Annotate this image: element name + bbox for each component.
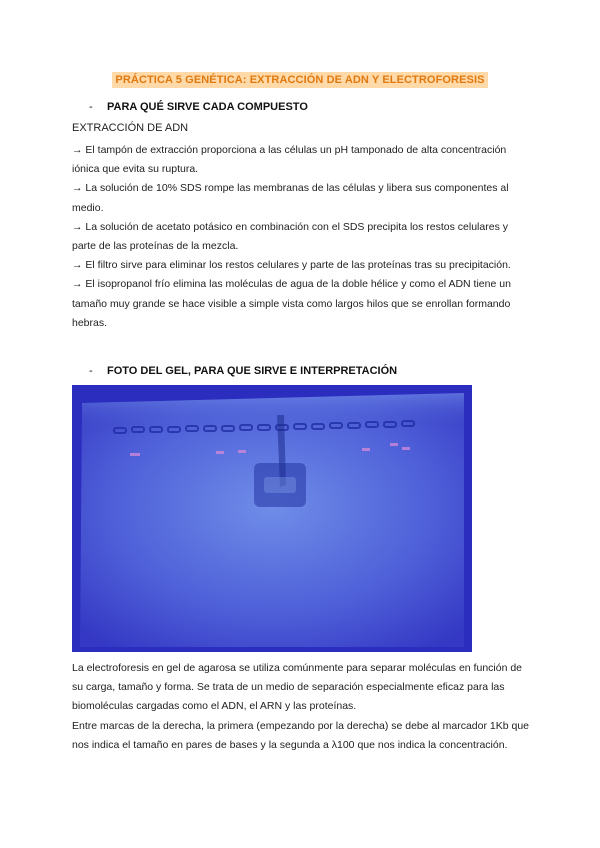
bullet-dash: - [89, 365, 93, 377]
paragraph: → La solución de 10% SDS rompe las membranas de las células y libera sus componentes al medio. [72, 182, 509, 214]
bullet-dash: - [89, 101, 93, 113]
paragraph: Entre marcas de la derecha, la primera (empezando por la derecha) se debe al marcador 1Kb que nos indica el tamaño en pares de bases y la segunda a λ100 que nos indica la concentración. [72, 719, 530, 751]
paragraph: → El isopropanol frío elimina las moléculas de agua de la doble hélice y como el ADN tiene un tamaño muy grande se hace visible a simple vista como largos hilos que se enrollan formando hebras. [72, 278, 511, 329]
section-heading-text: PARA QUÉ SIRVE CADA COMPUESTO [107, 101, 308, 113]
paragraph: → La solución de acetato potásico en combinación con el SDS precipita los restos celulares y parte de las proteínas de la mezcla. [72, 220, 508, 253]
paragraph: → El tampón de extracción proporciona a las células un pH tamponado de alta concentración iónica que evita su ruptura. [72, 144, 507, 176]
document-title [0, 70, 600, 88]
document-title-text: PRÁCTICA 5 GENÉTICA: EXTRACCIÓN DE ADN Y ELECTROFORESIS [112, 72, 487, 88]
section-heading-text: FOTO DEL GEL, PARA QUE SIRVE E INTERPRETACIÓN [107, 365, 398, 377]
paragraph: → El filtro sirve para eliminar los restos celulares y parte de las proteínas tras su precipitación. [72, 259, 511, 272]
gel-image [72, 385, 472, 652]
section-heading-compuestos [89, 101, 308, 113]
gel-photo [72, 385, 472, 652]
subheading-extraccion: EXTRACCIÓN DE ADN [72, 122, 189, 134]
gel-text [72, 659, 532, 755]
section-heading-gel [89, 365, 397, 377]
paragraph: La electroforesis en gel de agarosa se utiliza comúnmente para separar moléculas en función de su carga, tamaño y forma. Se trata de un medio de separación especialmente eficaz para las biomoléculas cargadas como el ADN, el ARN y las proteínas. [72, 662, 523, 713]
compuestos-text [72, 141, 532, 333]
